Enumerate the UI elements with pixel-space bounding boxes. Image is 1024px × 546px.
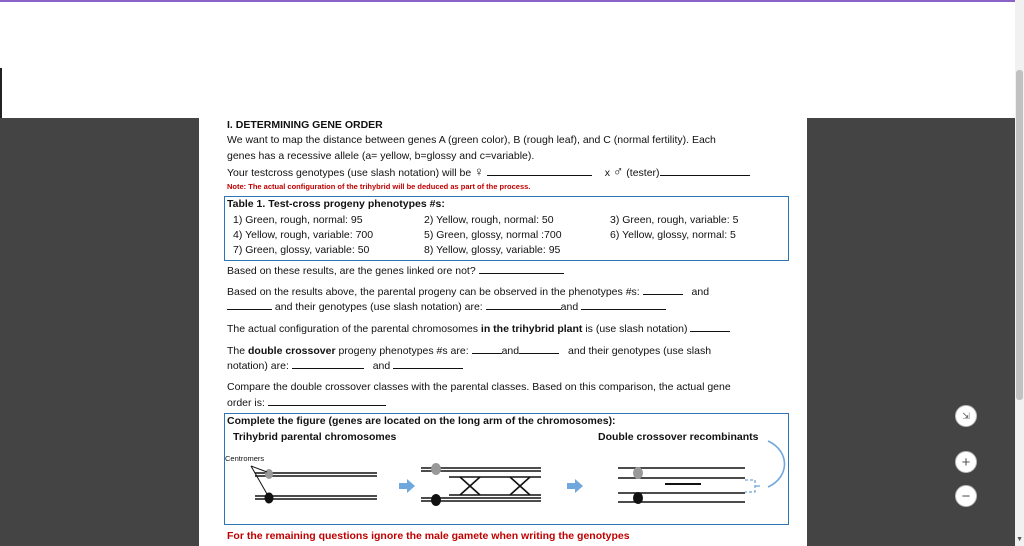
centromere-black	[633, 492, 643, 504]
config-answer-blank[interactable]	[690, 322, 730, 332]
parental-num-blank-2[interactable]	[227, 300, 272, 310]
cross-symbol: x	[604, 167, 610, 179]
table-cell: 3) Green, rough, variable: 5	[610, 214, 739, 226]
centromere-label: Centromers	[225, 454, 265, 463]
note-text: Note: The actual configuration of the trihybrid will be deduced as part of the process.	[227, 182, 531, 191]
female-genotype-blank[interactable]	[487, 166, 592, 176]
right-arrow-icon	[399, 479, 415, 493]
question-parental-geno-text: and their genotypes (use slash notation) are:	[274, 301, 483, 313]
centromere-gray	[431, 463, 441, 475]
question-config-text-c: is (use slash notation)	[585, 323, 688, 335]
table-cell: 2) Yellow, rough, normal: 50	[424, 214, 554, 226]
table-cell: 8) Yellow, glossy, variable: 95	[424, 244, 561, 256]
table-cell: 6) Yellow, glossy, normal: 5	[610, 229, 736, 241]
question-config	[227, 322, 730, 336]
table-cell: 5) Green, glossy, normal :700	[424, 229, 562, 241]
zoom-in-button[interactable]: +	[955, 451, 977, 473]
and-word: and	[560, 301, 579, 313]
question-dco-text-d: and their genotypes (use slash	[568, 345, 712, 357]
zoom-out-button[interactable]: −	[955, 485, 977, 507]
centromere-black	[265, 493, 274, 504]
dco-geno-blank-2[interactable]	[393, 359, 463, 369]
question-parental-1	[227, 285, 709, 299]
tester-genotype-blank[interactable]	[660, 166, 750, 176]
question-dco-text-bold: double crossover	[248, 345, 336, 357]
dco-num-blank-1[interactable]	[472, 344, 502, 354]
top-blank-bar	[0, 0, 1024, 118]
intro-line-1: We want to map the distance between genes A (green color), B (rough leaf), and C (normal fertility). Each	[227, 134, 716, 146]
figure-left-label: Trihybrid parental chromosomes	[233, 431, 397, 443]
question-parental-2	[227, 300, 666, 314]
vertical-scrollbar[interactable]	[1015, 0, 1024, 546]
table1-title: Table 1. Test-cross progeny phenotypes #s:	[227, 198, 445, 210]
question-linked-text: Based on these results, are the genes linked ore not?	[227, 265, 476, 277]
figure-right-label: Double crossover recombinants	[598, 431, 759, 443]
question-dco-text-2: notation) are:	[227, 360, 289, 372]
and-word: and	[691, 286, 710, 298]
question-compare-1: Compare the double crossover classes with the parental classes. Based on this comparison, the actual gene	[227, 381, 731, 393]
pointer-line	[251, 466, 267, 494]
question-dco-text-c: progeny phenotypes #s are:	[338, 345, 469, 357]
dco-geno-blank-1[interactable]	[292, 359, 364, 369]
scroll-down-arrow-icon[interactable]: ▼	[1016, 536, 1023, 543]
and-word: and	[372, 360, 391, 372]
testcross-prefix: Your testcross genotypes (use slash notation) will be	[227, 167, 472, 179]
parental-geno-blank-2[interactable]	[581, 300, 666, 310]
scrollbar-thumb[interactable]	[1016, 70, 1023, 400]
tester-label: (tester)	[626, 167, 660, 179]
question-compare-text-2: order is:	[227, 397, 265, 409]
and-word: and	[501, 345, 520, 357]
question-parental-text: Based on the results above, the parental progeny can be observed in the phenotypes #s:	[227, 286, 640, 298]
female-symbol-icon: ♀	[474, 164, 484, 179]
dco-num-blank-2[interactable]	[519, 344, 559, 354]
parental-num-blank-1[interactable]	[643, 285, 683, 295]
linked-answer-blank[interactable]	[479, 264, 564, 274]
document-page	[199, 118, 807, 546]
question-config-text-bold: in the trihybrid plant	[480, 323, 583, 335]
parental-geno-blank-1[interactable]	[486, 300, 561, 310]
top-accent-line	[0, 0, 1024, 2]
right-arrow-icon	[567, 479, 583, 493]
table-cell: 1) Green, rough, normal: 95	[233, 214, 363, 226]
table1-box	[224, 196, 789, 261]
table-cell: 7) Green, glossy, variable: 50	[233, 244, 370, 256]
bracket-curve-icon	[768, 441, 785, 487]
centromere-gray	[265, 469, 273, 479]
table-cell: 4) Yellow, rough, variable: 700	[233, 229, 374, 241]
gene-order-blank[interactable]	[268, 396, 386, 406]
question-config-text-a: The actual configuration of the parental chromosomes	[227, 323, 478, 335]
question-dco-1	[227, 344, 711, 358]
male-symbol-icon: ♂	[612, 163, 624, 179]
question-compare-2	[227, 396, 386, 410]
question-dco-text-a: The	[227, 345, 246, 357]
centromere-gray	[633, 467, 643, 479]
question-linked	[227, 264, 564, 278]
fit-page-icon[interactable]: ⇲	[955, 405, 977, 427]
footer-instruction: For the remaining questions ignore the male gamete when writing the genotypes	[227, 530, 630, 542]
centromere-black	[431, 494, 441, 506]
question-dco-2	[227, 359, 463, 373]
intro-line-2: genes has a recessive allele (a= yellow, b=glossy and c=variable).	[227, 150, 535, 162]
section-heading: I. DETERMINING GENE ORDER	[227, 119, 383, 131]
figure-title: Complete the figure (genes are located on the long arm of the chromosomes):	[227, 415, 616, 427]
bracket-dashed-icon	[745, 480, 755, 492]
figure-box	[224, 413, 789, 525]
left-edge-mark	[0, 68, 2, 118]
testcross-line	[227, 165, 750, 180]
